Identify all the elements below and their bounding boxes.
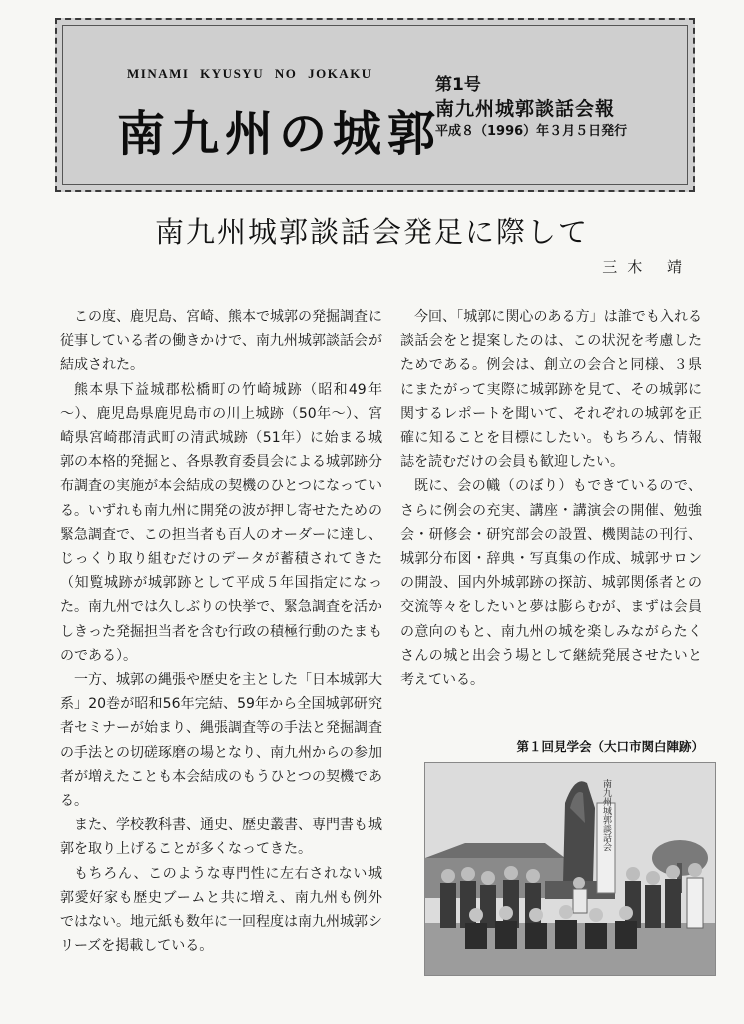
group-photo-illustration [425, 763, 715, 975]
paragraph: もちろん、このような専門性に左右されない城郭愛好家も歴史ブームと共に増え、南九州も例外ではない。地元紙も数年に一回程度は南九州城郭シリーズを掲載している。 [60, 865, 382, 955]
photo-caption: 第１回見学会（大口市関白陣跡） [516, 739, 704, 754]
article-column-left [60, 305, 382, 958]
masthead-banner [55, 18, 695, 192]
organization-name: 南九州城郭談話会報 [435, 98, 616, 120]
group-photo [424, 762, 716, 976]
article-column-right [400, 305, 702, 692]
masthead-romaji: MINAMI KYUSYU NO JOKAKU [127, 66, 373, 81]
paragraph: この度、鹿児島、宮崎、熊本で城郭の発掘調査に従事している者の働きかけで、南九州城郭談話会が結成された。 [60, 309, 382, 374]
article-title: 南九州城郭談話会発足に際して [154, 215, 589, 249]
paragraph: また、学校教科書、通史、歴史叢書、専門書も城郭を取り上げることが多くなってきた。 [60, 817, 382, 858]
article-author: 三木 靖 [602, 258, 692, 276]
paragraph: 今回、「城郭に関心のある方」は誰でも入れる談話会をと提案したのは、この状況を考慮したためである。例会は、創立の会合と同様、３県にまたがって実際に城郭跡を見て、その城郭に関するレポートを聞いて、それぞれの城郭を正確に知ることを目標にしたい。もちろん、情報誌を読むだけの会員も歓迎したい。 [400, 309, 702, 471]
masthead-title: 南九州の城郭 [117, 106, 442, 162]
banner-text: 南九州城郭談話会 [601, 779, 611, 851]
issue-info [435, 74, 685, 142]
issue-number: 第1号 [435, 75, 481, 95]
paragraph: 既に、会の幟（のぼり）もできているので、さらに例会の充実、講座・講演会の開催、勉強会・研修会・研究部会の設置、機関誌の刊行、城郭分布図・辞典・写真集の作成、城郭サロンの開設、国内外城郭跡の探訪、城郭関係者との交流等々をしたいと夢は膨らむが、まずは会員の意向のもと、南九州の城を楽しみながらたくさんの城と出会う場として継続発展させたいと考えている。 [400, 478, 702, 689]
paragraph: 熊本県下益城郡松橋町の竹崎城跡（昭和49年～）、鹿児島県鹿児島市の川上城跡（50年～）、宮崎県宮崎郡清武町の清武城跡（51年）に始まる城郭の本格的発掘と、各県教育委員会による城郭跡分布調査の実施が本会結成の契機のひとつになっている。いずれも南九州に開発の波が押し寄せたための緊急調査で、この担当者も百人のオーダーに達し、じっくり取り組むだけのデータが蓄積されてきた（知覧城跡が城郭跡として平成５年国指定になった。南九州では久しぶりの快挙で、緊急調査を活かしきった発掘担当者を含む行政の積極行動のたまものである）。 [60, 381, 382, 664]
paragraph: 一方、城郭の縄張や歴史を主とした「日本城郭大系」20巻が昭和56年完結、59年から全国城郭研究者セミナーが始まり、縄張調査等の手法と発掘調査の手法との切磋琢磨の場となり、南九州からの参加者が増えたことも本会結成のもうひとつの契機である。 [60, 672, 382, 810]
issue-date: 平成８（1996）年３月５日発行 [435, 124, 628, 139]
